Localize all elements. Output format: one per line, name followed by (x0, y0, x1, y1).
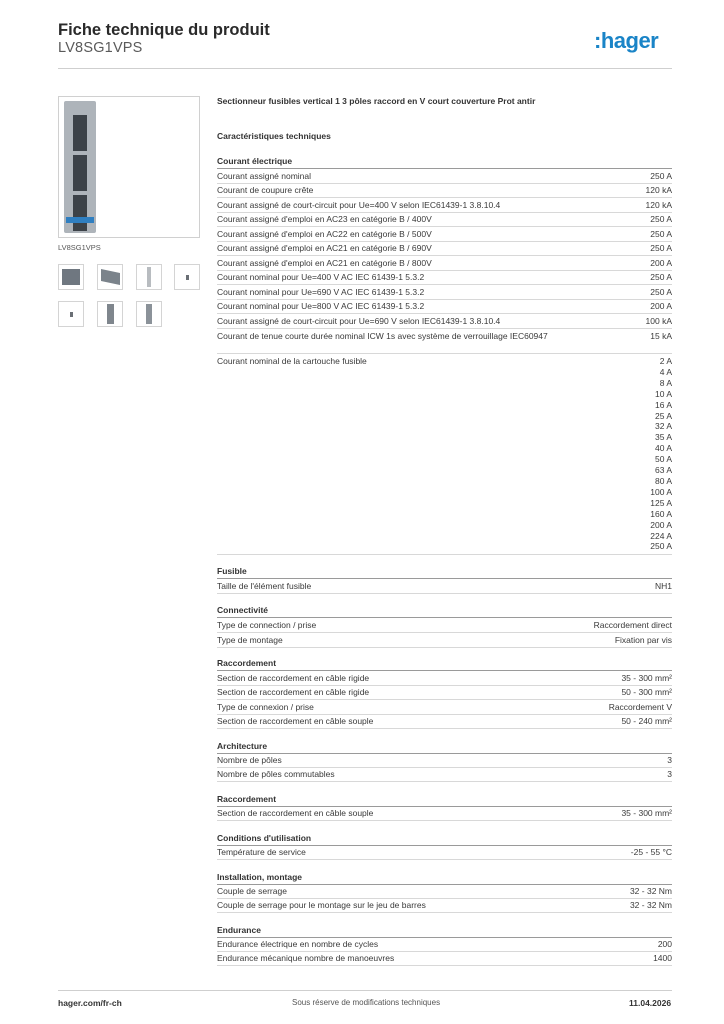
section-divider (217, 937, 672, 938)
hager-logo: :hager (594, 28, 659, 53)
spec-value: 8 A (659, 377, 672, 388)
spec-row (217, 287, 672, 300)
spec-value: 125 A (650, 497, 672, 508)
spec-row (217, 687, 672, 700)
spec-value: 16 A (654, 399, 672, 410)
spec-label: Endurance électrique en nombre de cycles (217, 939, 379, 949)
thumbnail-6[interactable] (97, 301, 123, 327)
spec-value: 35 - 300 mm² (621, 673, 672, 683)
spec-value: Fixation par vis (614, 635, 672, 645)
product-description: Sectionneur fusibles vertical 1 3 pôles raccord en V court couverture Prot antir (217, 96, 536, 106)
spec-value: 4 A (659, 366, 672, 377)
spec-value: -25 - 55 °C (630, 847, 672, 857)
section-divider (217, 845, 672, 846)
spec-label: Section de raccordement en câble souple (217, 716, 374, 726)
spec-row (217, 581, 672, 594)
spec-row (217, 258, 672, 271)
image-caption: LV8SG1VPS (58, 243, 101, 252)
footer-date: 11.04.2026 (629, 998, 672, 1008)
spec-label: Couple de serrage pour le montage sur le jeu de barres (217, 900, 426, 910)
spec-row (217, 702, 672, 715)
spec-row (217, 316, 672, 329)
spec-value: 200 (657, 939, 672, 949)
spec-value: 100 kA (645, 316, 672, 326)
thumbnail-2[interactable] (97, 264, 123, 290)
spec-row (217, 171, 672, 184)
spec-value: 224 A (650, 530, 672, 541)
spec-row (217, 214, 672, 227)
spec-value: 35 A (654, 432, 672, 443)
spec-label: Courant assigné d'emploi en AC21 en catégorie B / 690V (217, 243, 432, 253)
spec-value: 120 kA (645, 200, 672, 210)
spec-label: Courant nominal pour Ue=400 V AC IEC 61439-1 5.3.2 (217, 272, 425, 282)
spec-value: 250 A (650, 287, 672, 297)
spec-value: 200 A (650, 519, 672, 530)
spec-label: Couple de serrage (217, 886, 287, 896)
spec-value: 2 A (659, 356, 672, 366)
section-divider (217, 753, 672, 754)
fuse-switch-illustration (64, 101, 96, 233)
spec-row (217, 769, 672, 782)
spec-value: 250 A (650, 214, 672, 224)
spec-row (217, 755, 672, 768)
spec-value: 15 kA (650, 331, 672, 341)
spec-value: 32 A (654, 421, 672, 432)
section-divider (217, 806, 672, 807)
spec-value: Raccordement V (608, 702, 672, 712)
page-title: Fiche technique du produit (58, 21, 270, 39)
cartouche-value-list (650, 356, 672, 552)
spec-row (217, 620, 672, 633)
spec-value: NH1 (654, 581, 672, 591)
footer-website-link[interactable]: hager.com/fr-ch (58, 998, 122, 1008)
spec-label: Température de service (217, 847, 306, 857)
spec-value: 160 A (650, 508, 672, 519)
spec-label: Nombre de pôles commutables (217, 769, 335, 779)
spec-row (217, 229, 672, 242)
spec-value: 50 - 240 mm² (621, 716, 672, 726)
spec-row (217, 716, 672, 729)
spec-label: Endurance mécanique nombre de manoeuvres (217, 953, 395, 963)
section-title-architecture: Architecture (217, 741, 268, 751)
spec-label: Nombre de pôles (217, 755, 282, 765)
thumbnail-4[interactable] (174, 264, 200, 290)
section-divider (217, 168, 672, 169)
spec-value: 32 - 32 Nm (629, 886, 672, 896)
spec-label: Section de raccordement en câble rigide (217, 687, 370, 697)
spec-value: 40 A (654, 443, 672, 454)
spec-row (217, 808, 672, 821)
spec-label: Type de connexion / prise (217, 702, 314, 712)
spec-value: 10 A (654, 388, 672, 399)
spec-value: 250 A (650, 272, 672, 282)
section-title-raccordement: Raccordement (217, 794, 277, 804)
section-title-courant: Courant électrique (217, 156, 293, 166)
section-title-installation: Installation, montage (217, 872, 303, 882)
spec-label: Courant assigné d'emploi en AC21 en catégorie B / 800V (217, 258, 432, 268)
spec-label: Courant assigné de court-circuit pour Ue=400 V selon IEC61439-1 3.8.10.4 (217, 200, 501, 210)
footer-disclaimer: Sous réserve de modifications techniques (292, 998, 441, 1007)
spec-value: 120 kA (645, 185, 672, 195)
spec-row (217, 939, 672, 952)
thumbnail-5[interactable] (58, 301, 84, 327)
spec-value: 35 - 300 mm² (621, 808, 672, 818)
spec-label: Courant nominal de la cartouche fusible (217, 356, 367, 366)
spec-label: Courant nominal pour Ue=800 V AC IEC 61439-1 5.3.2 (217, 301, 425, 311)
spec-row (217, 301, 672, 314)
section-title-raccordement: Raccordement (217, 658, 277, 668)
product-image[interactable] (58, 96, 200, 238)
spec-value: 1400 (653, 953, 672, 963)
spec-label: Type de connection / prise (217, 620, 317, 630)
section-divider (217, 617, 672, 618)
spec-label: Type de montage (217, 635, 283, 645)
spec-value: 250 A (650, 243, 672, 253)
footer-divider (58, 990, 672, 991)
section-divider (217, 884, 672, 885)
section-title-fusible: Fusible (217, 566, 247, 576)
section-title-conditions: Conditions d'utilisation (217, 833, 312, 843)
spec-row (217, 886, 672, 899)
spec-value: Raccordement direct (593, 620, 672, 630)
spec-label: Section de raccordement en câble souple (217, 808, 374, 818)
spec-label: Courant de coupure crête (217, 185, 314, 195)
spec-row (217, 847, 672, 860)
thumbnail-3[interactable] (136, 264, 162, 290)
spec-row (217, 953, 672, 966)
spec-label: Courant assigné d'emploi en AC22 en catégorie B / 500V (217, 229, 432, 239)
section-divider (217, 670, 672, 671)
spec-value: 63 A (654, 465, 672, 476)
spec-value: 200 A (650, 301, 672, 311)
spec-row (217, 673, 672, 686)
spec-row (217, 272, 672, 285)
section-title-connectivite: Connectivité (217, 605, 269, 615)
product-reference: LV8SG1VPS (58, 40, 143, 56)
spec-value: 32 - 32 Nm (629, 900, 672, 910)
spec-label: Courant de tenue courte durée nominal ICW 1s avec système de verrouillage IEC60947 (217, 331, 548, 341)
spec-value: 100 A (650, 486, 672, 497)
spec-row (217, 331, 672, 354)
spec-label: Courant nominal pour Ue=690 V AC IEC 61439-1 5.3.2 (217, 287, 425, 297)
section-divider (217, 578, 672, 579)
spec-value: 50 A (654, 454, 672, 465)
spec-row (217, 243, 672, 256)
spec-row (217, 635, 672, 648)
thumbnail-7[interactable] (136, 301, 162, 327)
spec-value: 80 A (654, 475, 672, 486)
spec-value: 250 A (650, 541, 672, 552)
spec-value: 50 - 300 mm² (621, 687, 672, 697)
thumbnail-1[interactable] (58, 264, 84, 290)
technical-characteristics-title: Caractéristiques techniques (217, 131, 331, 141)
spec-value: 200 A (650, 258, 672, 268)
spec-value: 3 (667, 769, 672, 779)
section-title-endurance: Endurance (217, 925, 261, 935)
spec-label: Taille de l'élément fusible (217, 581, 312, 591)
spec-label: Courant assigné d'emploi en AC23 en catégorie B / 400V (217, 214, 432, 224)
spec-row (217, 200, 672, 213)
spec-label: Courant assigné de court-circuit pour Ue=690 V selon IEC61439-1 3.8.10.4 (217, 316, 501, 326)
spec-label: Section de raccordement en câble rigide (217, 673, 370, 683)
spec-row-cartouche (217, 356, 672, 555)
spec-value: 250 A (650, 171, 672, 181)
spec-value: 250 A (650, 229, 672, 239)
spec-value: 25 A (654, 410, 672, 421)
spec-label: Courant assigné nominal (217, 171, 312, 181)
spec-row (217, 185, 672, 198)
spec-row (217, 900, 672, 913)
spec-value: 3 (667, 755, 672, 765)
header-divider (58, 68, 672, 69)
